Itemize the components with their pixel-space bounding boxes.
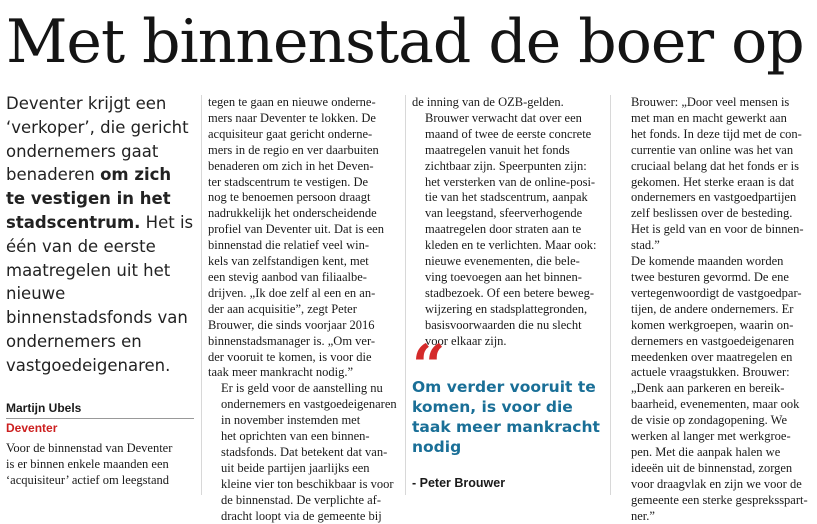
paragraph <box>412 111 600 350</box>
text-line: tijen, de andere ondernemers. Er <box>631 301 794 316</box>
text-line: nadrukkelijk het onderscheidende <box>208 206 377 221</box>
text-line: het versterken van de online-posi- <box>425 174 596 189</box>
text-line: het oprichten van een binnen- <box>221 429 370 444</box>
text-line: binnenstadsmanager is. „Om ver- <box>208 333 376 348</box>
text-line: benaderen om zich in het Deven- <box>208 158 374 173</box>
text-line: het fonds. In deze tijd met de con- <box>631 126 802 141</box>
text-line: Brouwer: „Door veel mensen is <box>631 95 790 109</box>
text-line: dracht loopt via de gemeente bij <box>221 508 382 523</box>
text-line: nog te benoemen persoon draagt <box>208 190 371 205</box>
text-line: ondernemers en vastgoedpartijen <box>631 190 797 205</box>
text-line: ving toevoegen aan het binnen- <box>425 269 582 284</box>
paragraph <box>208 95 396 381</box>
text-line: twee besturen gevormd. De ene <box>631 269 789 284</box>
intro-text-2: Het is één van de eerste maatregelen uit het nieuwe binnenstadsfonds van ondernemers en vastgoedeigenaren. <box>6 212 194 375</box>
text-line: dernemers en vastgoedeigenaren <box>631 333 795 348</box>
text-line: voor elkaar zijn. <box>425 333 507 348</box>
text-line: in november instemden met <box>221 413 361 428</box>
text-line: De komende maanden worden <box>631 254 784 269</box>
byline <box>6 400 194 436</box>
paragraph <box>412 95 600 111</box>
text-line: nieuwe evenementen, die bele- <box>425 254 580 269</box>
pull-quote: Om verder vooruit te komen, is voor die taak meer mankracht nodig <box>412 378 600 456</box>
text-line: Voor de binnenstad van Deventer <box>6 441 173 455</box>
quote-mark-icon: “ <box>412 332 446 400</box>
text-line: „Denk aan parkeren en bereik- <box>631 381 785 396</box>
text-line: Er is geld voor de aanstelling nu <box>221 381 383 396</box>
text-line: der aan acquisitie”, zegt Peter <box>208 301 357 316</box>
intro-text-1: Deventer krijgt een ‘verkoper’, die gericht ondernemers gaat benaderen <box>6 94 189 185</box>
text-line: maatregelen door straten aan te <box>425 222 582 237</box>
text-line: stadbezoek. Of een betere beweg- <box>425 285 595 300</box>
text-line: de binnenstad. De verplichte af- <box>221 492 382 507</box>
column-3-text <box>412 95 600 350</box>
text-line: de inning van de OZB-gelden. <box>412 95 564 109</box>
text-line: mers naar Deventer te lokken. De <box>208 110 376 125</box>
text-line: Het is geld van en voor de binnen- <box>631 222 804 237</box>
paragraph <box>618 254 811 524</box>
text-line: gemeente een sterke gespreksspart- <box>631 492 808 507</box>
pull-quote-author: - Peter Brouwer <box>412 476 506 490</box>
text-line: kels van zelfstandigen kent, met <box>208 254 369 269</box>
text-line: zelf beslissen over de besteding. <box>631 206 793 221</box>
text-line: taak meer mankracht nodig.” <box>208 365 354 380</box>
text-line: een stevig aanbod van filiaalbe- <box>208 269 367 284</box>
text-line: baarheid, evenementen, maar ook <box>631 397 800 412</box>
column-1-text <box>6 441 194 489</box>
text-line: de visie op zondagopening. We <box>631 413 788 428</box>
text-line: werken al langer met werkgroe- <box>631 429 791 444</box>
text-line: met man en macht gewerkt aan <box>631 110 787 125</box>
text-line: komen werkgroepen, waarin on- <box>631 317 794 332</box>
paragraph <box>618 95 811 254</box>
column-4-text <box>618 95 811 524</box>
text-line: voor draagvlak en zijn we voor de <box>631 476 802 491</box>
text-line: ‘acquisiteur’ actief om leegstand <box>6 472 170 487</box>
text-line: stad.” <box>631 238 660 253</box>
paragraph <box>6 441 194 489</box>
text-line: currentie van online was het van <box>631 142 794 157</box>
column-divider <box>610 95 611 495</box>
byline-divider <box>6 418 194 419</box>
text-line: tie van het stadscentrum, aanpak <box>425 190 588 205</box>
text-line: vertegenwoordigt de vastgoedpar- <box>631 285 802 300</box>
text-line: der vooruit te komen, is voor die <box>208 349 372 364</box>
author-name: Martijn Ubels <box>6 401 82 415</box>
column-2-text <box>208 95 396 524</box>
text-line: wijzering en stadsplattegronden, <box>425 301 588 316</box>
text-line: actuele vraagstukken. Brouwer: <box>631 365 790 380</box>
text-line: mers in de regio en ver daarbuiten <box>208 142 379 157</box>
column-divider <box>201 95 202 495</box>
text-line: binnenstad die relatief veel win- <box>208 238 370 253</box>
text-line: maand of twee de eerste concrete <box>425 126 592 141</box>
text-line: ter stadscentrum te vestigen. De <box>208 174 369 189</box>
text-line: ideeën uit de binnenstad, zorgen <box>631 460 793 475</box>
text-line: Brouwer, die sinds voorjaar 2016 <box>208 317 375 332</box>
dateline-place: Deventer <box>6 421 58 435</box>
text-line: meedenken over maatregelen en <box>631 349 793 364</box>
text-line: profiel van Deventer uit. Dat is een <box>208 222 384 237</box>
text-line: tegen te gaan en nieuwe onderne- <box>208 95 376 109</box>
column-divider <box>405 95 406 495</box>
intro-paragraph <box>6 92 194 378</box>
text-line: van leegstand, sfeerverhogende <box>425 206 583 221</box>
text-line: stadsfonds. Dat betekent dat van- <box>221 444 388 459</box>
text-line: gekomen. Het sterke eraan is dat <box>631 174 795 189</box>
text-line: kleine vier ton beschikbaar is voor <box>221 476 394 491</box>
text-line: pen. Met die aanpak halen we <box>631 444 781 459</box>
text-line: cruciaal belang dat het fonds er is <box>631 158 799 173</box>
text-line: acquisiteur gaat gericht onderne- <box>208 126 373 141</box>
text-line: ondernemers en vastgoedeigenaren <box>221 397 397 412</box>
text-line: is er binnen enkele maanden een <box>6 456 169 471</box>
text-line: Brouwer verwacht dat over een <box>425 110 582 125</box>
text-line: zichtbaar zijn. Speerpunten zijn: <box>425 158 587 173</box>
headline: Met binnenstad de boer op <box>6 7 804 77</box>
paragraph <box>208 381 396 524</box>
intro-bold: om zich te vestigen in het stadscentrum. <box>6 165 172 232</box>
text-line: uit beide partijen jaarlijks een <box>221 460 370 475</box>
text-line: basisvoorwaarden die nu slecht <box>425 317 582 332</box>
text-line: ner.” <box>631 508 655 523</box>
text-line: kleden en te verlichten. Maar ook: <box>425 238 597 253</box>
text-line: drijven. „Ik doe zelf al een en an- <box>208 285 376 300</box>
text-line: maatregelen vanuit het fonds <box>425 142 570 157</box>
